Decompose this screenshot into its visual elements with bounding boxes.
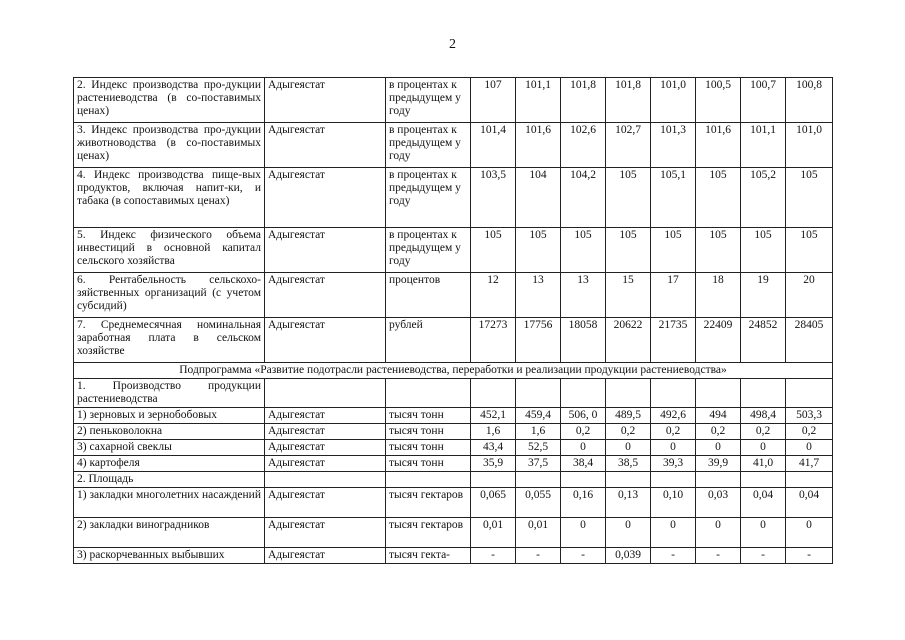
value-cell: 102,6 — [561, 123, 606, 168]
value-cell: 101,1 — [516, 78, 561, 123]
indicator-table — [73, 77, 833, 564]
unit-cell: в процентах к предыдущем у году — [386, 78, 471, 123]
value-cell: 105 — [651, 228, 696, 273]
value-cell: 105 — [696, 228, 741, 273]
value-cell: 0 — [561, 440, 606, 456]
source-cell: Адыгеястат — [265, 123, 386, 168]
unit-cell: в процентах к предыдущем у году — [386, 228, 471, 273]
empty-cell — [516, 472, 561, 488]
value-cell: 0,04 — [786, 488, 833, 518]
value-cell: 0,2 — [786, 424, 833, 440]
area-header: 2. Площадь — [74, 472, 265, 488]
source-cell: Адыгеястат — [265, 318, 386, 363]
indicator-cell: 3) сахарной свеклы — [74, 440, 265, 456]
empty-cell — [471, 472, 516, 488]
value-cell: 0,10 — [651, 488, 696, 518]
empty-cell — [265, 379, 386, 408]
value-cell: 20622 — [606, 318, 651, 363]
source-cell: Адыгеястат — [265, 78, 386, 123]
table-row — [74, 440, 833, 456]
value-cell: 38,5 — [606, 456, 651, 472]
value-cell: 0,01 — [471, 518, 516, 548]
value-cell: 105 — [786, 228, 833, 273]
empty-cell — [561, 472, 606, 488]
source-cell: Адыгеястат — [265, 408, 386, 424]
value-cell: 17 — [651, 273, 696, 318]
unit-cell: тысяч тонн — [386, 456, 471, 472]
table-row — [74, 78, 833, 123]
indicator-cell: 1) зерновых и зернобобовых — [74, 408, 265, 424]
empty-cell — [786, 379, 833, 408]
source-cell: Адыгеястат — [265, 488, 386, 518]
value-cell: 101,3 — [651, 123, 696, 168]
value-cell: 105 — [696, 168, 741, 228]
empty-cell — [786, 472, 833, 488]
value-cell: - — [471, 548, 516, 564]
value-cell: 39,9 — [696, 456, 741, 472]
value-cell: 506, 0 — [561, 408, 606, 424]
indicator-cell: 4. Индекс производства пище-вых продуктов, включая напит-ки, и табака (в сопоставимых ценах) — [74, 168, 265, 228]
value-cell: 0 — [606, 518, 651, 548]
unit-cell: процентов — [386, 273, 471, 318]
value-cell: 101,6 — [696, 123, 741, 168]
value-cell: 452,1 — [471, 408, 516, 424]
table-row — [74, 123, 833, 168]
source-cell: Адыгеястат — [265, 518, 386, 548]
empty-cell — [696, 472, 741, 488]
value-cell: 101,8 — [606, 78, 651, 123]
value-cell: 0,039 — [606, 548, 651, 564]
table-row — [74, 273, 833, 318]
indicator-cell: 3. Индекс производства про-дукции животноводства (в со-поставимых ценах) — [74, 123, 265, 168]
indicator-cell: 2. Индекс производства про-дукции растениеводства (в со-поставимых ценах) — [74, 78, 265, 123]
value-cell: 1,6 — [471, 424, 516, 440]
value-cell: 498,4 — [741, 408, 786, 424]
value-cell: 492,6 — [651, 408, 696, 424]
value-cell: 100,7 — [741, 78, 786, 123]
value-cell: 17756 — [516, 318, 561, 363]
page-number: 2 — [449, 37, 456, 52]
value-cell: 15 — [606, 273, 651, 318]
source-cell: Адыгеястат — [265, 424, 386, 440]
unit-cell: в процентах к предыдущем у году — [386, 123, 471, 168]
unit-cell: тысяч гекта- — [386, 548, 471, 564]
value-cell: 28405 — [786, 318, 833, 363]
indicator-cell: 4) картофеля — [74, 456, 265, 472]
value-cell: 103,5 — [471, 168, 516, 228]
value-cell: 38,4 — [561, 456, 606, 472]
value-cell: 0,2 — [606, 424, 651, 440]
source-cell: Адыгеястат — [265, 548, 386, 564]
value-cell: 0 — [786, 518, 833, 548]
table-row — [74, 408, 833, 424]
value-cell: 0,2 — [561, 424, 606, 440]
value-cell: 20 — [786, 273, 833, 318]
empty-cell — [561, 379, 606, 408]
value-cell: 104 — [516, 168, 561, 228]
value-cell: 100,8 — [786, 78, 833, 123]
value-cell: 0 — [651, 440, 696, 456]
production-header: 1. Производство продукции растениеводства — [74, 379, 265, 408]
value-cell: 41,0 — [741, 456, 786, 472]
value-cell: 494 — [696, 408, 741, 424]
unit-cell: тысяч тонн — [386, 440, 471, 456]
table-row — [74, 548, 833, 564]
source-cell: Адыгеястат — [265, 440, 386, 456]
table-row — [74, 228, 833, 273]
value-cell: 104,2 — [561, 168, 606, 228]
empty-cell — [651, 472, 696, 488]
value-cell: 101,6 — [516, 123, 561, 168]
value-cell: 22409 — [696, 318, 741, 363]
value-cell: 0 — [741, 440, 786, 456]
value-cell: 0,03 — [696, 488, 741, 518]
value-cell: 52,5 — [516, 440, 561, 456]
subprogram-title: Подпрограмма «Развитие подотрасли растениеводства, переработки и реализации продукции растениеводства» — [74, 363, 833, 379]
unit-cell: в процентах к предыдущем у году — [386, 168, 471, 228]
indicator-cell: 7. Среднемесячная номинальная заработная плата в сельском хозяйстве — [74, 318, 265, 363]
value-cell: 0,2 — [651, 424, 696, 440]
value-cell: 105 — [786, 168, 833, 228]
source-cell: Адыгеястат — [265, 273, 386, 318]
table-row — [74, 456, 833, 472]
value-cell: 503,3 — [786, 408, 833, 424]
value-cell: 101,4 — [471, 123, 516, 168]
value-cell: 39,3 — [651, 456, 696, 472]
value-cell: - — [741, 548, 786, 564]
unit-cell: тысяч гектаров — [386, 488, 471, 518]
value-cell: 43,4 — [471, 440, 516, 456]
value-cell: 100,5 — [696, 78, 741, 123]
value-cell: 101,8 — [561, 78, 606, 123]
table-row — [74, 424, 833, 440]
source-cell: Адыгеястат — [265, 168, 386, 228]
value-cell: 13 — [561, 273, 606, 318]
value-cell: 19 — [741, 273, 786, 318]
value-cell: 105 — [471, 228, 516, 273]
value-cell: 13 — [516, 273, 561, 318]
value-cell: 21735 — [651, 318, 696, 363]
empty-cell — [741, 472, 786, 488]
indicator-cell: 3) раскорчеванных выбывших — [74, 548, 265, 564]
value-cell: 101,0 — [651, 78, 696, 123]
table-row — [74, 318, 833, 363]
value-cell: - — [786, 548, 833, 564]
value-cell: 105,2 — [741, 168, 786, 228]
value-cell: 12 — [471, 273, 516, 318]
empty-cell — [696, 379, 741, 408]
value-cell: - — [516, 548, 561, 564]
value-cell: 107 — [471, 78, 516, 123]
value-cell: 0,04 — [741, 488, 786, 518]
table-row — [74, 363, 833, 379]
unit-cell: тысяч тонн — [386, 408, 471, 424]
value-cell: 35,9 — [471, 456, 516, 472]
empty-cell — [265, 472, 386, 488]
source-cell: Адыгеястат — [265, 456, 386, 472]
empty-cell — [471, 379, 516, 408]
empty-cell — [741, 379, 786, 408]
value-cell: 0,2 — [741, 424, 786, 440]
empty-cell — [386, 472, 471, 488]
value-cell: 1,6 — [516, 424, 561, 440]
empty-cell — [516, 379, 561, 408]
value-cell: 0 — [786, 440, 833, 456]
value-cell: 105 — [516, 228, 561, 273]
value-cell: 0 — [741, 518, 786, 548]
unit-cell: рублей — [386, 318, 471, 363]
value-cell: 105 — [741, 228, 786, 273]
value-cell: 0,13 — [606, 488, 651, 518]
value-cell: 37,5 — [516, 456, 561, 472]
empty-cell — [606, 379, 651, 408]
value-cell: 0 — [696, 440, 741, 456]
value-cell: 105,1 — [651, 168, 696, 228]
empty-cell — [386, 379, 471, 408]
value-cell: 0 — [561, 518, 606, 548]
indicator-cell: 1) закладки многолетних насаждений — [74, 488, 265, 518]
value-cell: 101,0 — [786, 123, 833, 168]
value-cell: 0 — [606, 440, 651, 456]
table-row — [74, 379, 833, 408]
value-cell: 101,1 — [741, 123, 786, 168]
unit-cell: тысяч гектаров — [386, 518, 471, 548]
table-row — [74, 488, 833, 518]
value-cell: 0,01 — [516, 518, 561, 548]
indicator-cell: 2) пеньковолокна — [74, 424, 265, 440]
value-cell: 41,7 — [786, 456, 833, 472]
value-cell: 105 — [606, 168, 651, 228]
indicator-cell: 5. Индекс физического объема инвестиций в основной капитал сельского хозяйства — [74, 228, 265, 273]
value-cell: 489,5 — [606, 408, 651, 424]
table-row — [74, 518, 833, 548]
indicator-cell: 6. Рентабельность сельскохо-зяйственных организаций (с учетом субсидий) — [74, 273, 265, 318]
value-cell: 0 — [696, 518, 741, 548]
value-cell: 0,2 — [696, 424, 741, 440]
empty-cell — [606, 472, 651, 488]
value-cell: 18058 — [561, 318, 606, 363]
indicator-cell: 2) закладки виноградников — [74, 518, 265, 548]
value-cell: 105 — [561, 228, 606, 273]
value-cell: 0,055 — [516, 488, 561, 518]
value-cell: 102,7 — [606, 123, 651, 168]
value-cell: 17273 — [471, 318, 516, 363]
unit-cell: тысяч тонн — [386, 424, 471, 440]
value-cell: 0,065 — [471, 488, 516, 518]
value-cell: 0,16 — [561, 488, 606, 518]
table-row — [74, 168, 833, 228]
value-cell: 18 — [696, 273, 741, 318]
value-cell: - — [696, 548, 741, 564]
value-cell: 459,4 — [516, 408, 561, 424]
table-row — [74, 472, 833, 488]
empty-cell — [651, 379, 696, 408]
value-cell: - — [561, 548, 606, 564]
value-cell: - — [651, 548, 696, 564]
value-cell: 24852 — [741, 318, 786, 363]
source-cell: Адыгеястат — [265, 228, 386, 273]
value-cell: 105 — [606, 228, 651, 273]
value-cell: 0 — [651, 518, 696, 548]
